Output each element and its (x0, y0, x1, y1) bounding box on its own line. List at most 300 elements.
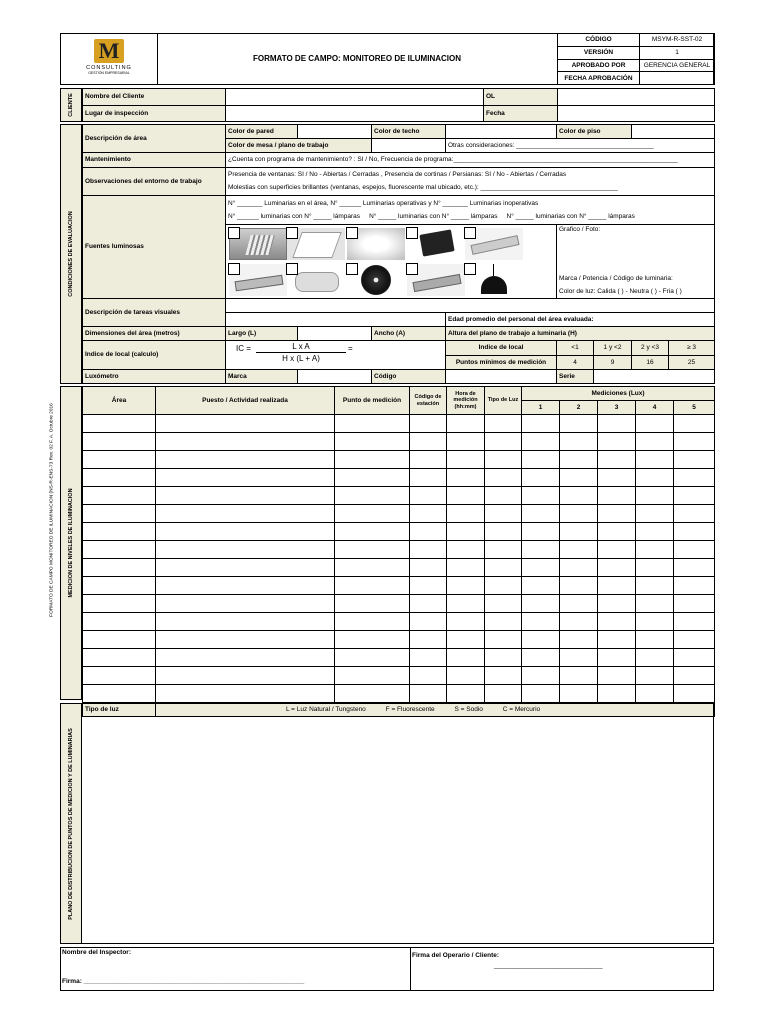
table-cell[interactable] (447, 649, 485, 667)
table-row (83, 559, 715, 577)
logo-subtitle: GESTIÓN EMPRESARIAL (88, 71, 130, 75)
operario-label: Firma del Operario / Cliente: (412, 952, 500, 959)
table-cell[interactable] (156, 559, 335, 577)
lamp-checkbox[interactable] (286, 263, 298, 275)
serie-label: Serie (557, 369, 594, 383)
table-cell[interactable] (156, 451, 335, 469)
color-mesa-label: Color de mesa / plano de trabajo (226, 139, 372, 153)
table-cell[interactable] (522, 559, 560, 577)
table-cell[interactable] (560, 613, 598, 631)
table-row (83, 541, 715, 559)
lamp-checkbox[interactable] (346, 227, 358, 239)
table-cell[interactable] (447, 685, 485, 703)
table-cell[interactable] (410, 595, 447, 613)
logo-mark (94, 39, 124, 63)
table-cell[interactable] (410, 523, 447, 541)
meta-value: MSYM-R-SST-02 (640, 34, 715, 47)
table-cell[interactable] (560, 577, 598, 595)
fuentes-line-2c: N° _____ luminarias con N° _____ lámparas (506, 212, 635, 220)
table-cell[interactable] (447, 577, 485, 595)
table-cell[interactable] (522, 685, 560, 703)
cliente-section-label (60, 88, 82, 122)
table-row (83, 685, 715, 703)
table-cell[interactable] (447, 505, 485, 523)
table-cell[interactable] (335, 469, 410, 487)
table-cell[interactable] (598, 523, 636, 541)
table-cell[interactable] (156, 667, 335, 685)
table-cell[interactable] (447, 451, 485, 469)
table-cell[interactable] (598, 451, 636, 469)
table-cell[interactable] (83, 613, 156, 631)
table-cell[interactable] (410, 631, 447, 649)
table-cell[interactable] (674, 523, 715, 541)
lamp-checkbox[interactable] (228, 263, 240, 275)
observaciones-line-2: Molestias con superficies brillantes (ventanas, espejos, fluorescente mal ubicado, etc.): ______________________________________ (228, 184, 618, 192)
luxometro-label: Luxómetro (83, 369, 226, 383)
table-cell[interactable] (156, 649, 335, 667)
table-cell[interactable] (156, 487, 335, 505)
table-cell[interactable] (447, 613, 485, 631)
ol-label: OL (484, 89, 558, 106)
col-tipo-luz: Tipo de Luz (485, 387, 522, 415)
table-cell[interactable] (410, 433, 447, 451)
table-cell[interactable] (636, 631, 674, 649)
table-cell[interactable] (83, 541, 156, 559)
table-cell[interactable] (560, 415, 598, 433)
table-cell[interactable] (83, 559, 156, 577)
table-cell[interactable] (410, 613, 447, 631)
table-cell[interactable] (410, 541, 447, 559)
side-note-text: FORMATO DE CAMPO MONITOREO DE ILUMINACION (NS-R-ENS-73 Rev. 02 F. A. Octubre 2016 (49, 403, 55, 617)
descripcion-area-label: Descripción de área (83, 125, 226, 153)
table-row (83, 523, 715, 541)
col-punto: Punto de medición (335, 387, 410, 415)
table-cell[interactable] (447, 415, 485, 433)
color-mesa-field[interactable] (372, 139, 446, 153)
table-cell[interactable] (598, 469, 636, 487)
largo-label: Largo (L) (226, 327, 298, 341)
meta-label: FECHA APROBACIÓN (558, 72, 640, 85)
indice-label: Indice de local (calculo) (83, 341, 226, 369)
table-row (83, 505, 715, 523)
table-cell[interactable] (335, 451, 410, 469)
marca-label: Marca (226, 369, 298, 383)
table-cell[interactable] (485, 451, 522, 469)
table-cell[interactable] (598, 631, 636, 649)
table-cell[interactable] (560, 523, 598, 541)
table-cell[interactable] (674, 505, 715, 523)
table-cell[interactable] (447, 523, 485, 541)
table-cell[interactable] (410, 487, 447, 505)
table-cell[interactable] (636, 451, 674, 469)
table-row (83, 469, 715, 487)
meta-value: GERENCIA GENERAL (640, 59, 715, 72)
fuentes-text (226, 196, 715, 224)
fecha-field[interactable] (558, 105, 715, 122)
table-cell[interactable] (522, 541, 560, 559)
meta-value (640, 72, 715, 85)
table-cell[interactable] (674, 415, 715, 433)
puntos-min-label: Puntos mínimos de medición (446, 355, 557, 369)
table-cell[interactable] (485, 541, 522, 559)
color-piso-label: Color de piso (557, 125, 632, 139)
table-cell[interactable] (335, 613, 410, 631)
table-cell[interactable] (598, 667, 636, 685)
table-cell[interactable] (485, 433, 522, 451)
luminaire-images (227, 226, 519, 298)
edad-label: Edad promedio del personal del área evaluada: (446, 312, 715, 326)
puntos-val: 4 (557, 355, 594, 369)
lamp-checkbox[interactable] (464, 263, 476, 275)
table-cell[interactable] (522, 649, 560, 667)
table-cell[interactable] (156, 469, 335, 487)
table-cell[interactable] (560, 505, 598, 523)
ic-denominator: H x (L + A) (282, 354, 320, 364)
table-cell[interactable] (335, 559, 410, 577)
indice-val: 1 y <2 (594, 341, 632, 355)
table-row (83, 433, 715, 451)
logo-name: CONSULTING (86, 65, 132, 71)
table-row (83, 649, 715, 667)
table-cell[interactable] (560, 451, 598, 469)
grafico-label: Grafico / Foto: (559, 225, 601, 233)
table-cell[interactable] (335, 541, 410, 559)
medicion-table (82, 386, 715, 717)
lamp-checkbox[interactable] (464, 227, 476, 239)
table-cell[interactable] (674, 487, 715, 505)
table-cell[interactable] (83, 649, 156, 667)
color-techo-label: Color de techo (372, 125, 446, 139)
table-cell[interactable] (485, 469, 522, 487)
table-cell[interactable] (83, 505, 156, 523)
table-cell[interactable] (636, 559, 674, 577)
table-cell[interactable] (83, 667, 156, 685)
table-cell[interactable] (156, 433, 335, 451)
table-cell[interactable] (598, 415, 636, 433)
indice-val: ≥ 3 (669, 341, 715, 355)
table-cell[interactable] (636, 487, 674, 505)
lamp-checkbox[interactable] (286, 227, 298, 239)
table-cell[interactable] (560, 631, 598, 649)
table-cell[interactable] (598, 559, 636, 577)
table-cell[interactable] (485, 667, 522, 685)
lugar-field[interactable] (226, 105, 484, 122)
lamp-checkbox[interactable] (228, 227, 240, 239)
altura-label: Altura del plano de trabajo a luminaria (H) (446, 327, 715, 341)
operario-signature-line[interactable]: ______________________________ (494, 962, 603, 969)
codigo-field[interactable] (446, 369, 557, 383)
col-area: Área (83, 387, 156, 415)
lamp-checkbox[interactable] (346, 263, 358, 275)
table-cell[interactable] (598, 487, 636, 505)
table-cell[interactable] (335, 433, 410, 451)
table-cell[interactable] (447, 469, 485, 487)
table-cell[interactable] (335, 631, 410, 649)
dimensiones-label: Dimensiones del área (metros) (83, 327, 226, 341)
table-cell[interactable] (560, 487, 598, 505)
table-cell[interactable] (156, 505, 335, 523)
table-cell[interactable] (410, 415, 447, 433)
fuentes-line-2b: N° _____ luminarias con N° _____ lámparas (369, 212, 498, 220)
firma-line[interactable]: Firma: _____________________________________________________________ (62, 978, 305, 985)
observaciones-text (226, 167, 715, 195)
table-cell[interactable] (636, 649, 674, 667)
table-cell[interactable] (485, 415, 522, 433)
header (60, 33, 714, 85)
table-cell[interactable] (485, 523, 522, 541)
table-cell[interactable] (636, 523, 674, 541)
color-pared-label: Color de pared (226, 125, 298, 139)
table-cell[interactable] (560, 559, 598, 577)
page-title: FORMATO DE CAMPO: MONITOREO DE ILUMINACION (253, 54, 461, 63)
observaciones-label: Observaciones del entorno de trabajo (83, 167, 226, 195)
table-cell[interactable] (485, 685, 522, 703)
col-codigo-estacion: Código de estación (410, 387, 447, 415)
table-cell[interactable] (674, 631, 715, 649)
mantenimiento-text: ¿Cuenta con programa de mantenimiento? : SI / No, Frecuencia de programa:______________________________________________________________ (226, 153, 715, 167)
table-cell[interactable] (156, 613, 335, 631)
ol-field[interactable] (558, 89, 715, 106)
table-cell[interactable] (156, 523, 335, 541)
table-cell[interactable] (674, 595, 715, 613)
table-cell[interactable] (83, 487, 156, 505)
plano-section-text: PLANO DE DISTRIBUCION DE PUNTOS DE MEDICION Y DE LUMINARIAS (68, 727, 74, 920)
table-cell[interactable] (447, 631, 485, 649)
table-cell[interactable] (560, 433, 598, 451)
col-puesto: Puesto / Actividad realizada (156, 387, 335, 415)
table-cell[interactable] (560, 667, 598, 685)
table-cell[interactable] (410, 451, 447, 469)
table-cell[interactable] (598, 649, 636, 667)
table-row (83, 631, 715, 649)
table-cell[interactable] (485, 577, 522, 595)
table-cell[interactable] (83, 631, 156, 649)
table-cell[interactable] (83, 685, 156, 703)
table-cell[interactable] (156, 415, 335, 433)
table-cell[interactable] (410, 685, 447, 703)
table-cell[interactable] (156, 595, 335, 613)
table-cell[interactable] (598, 541, 636, 559)
marca-potencia-label: Marca / Potencia / Código de luminaria: (559, 274, 673, 282)
table-cell[interactable] (410, 649, 447, 667)
table-cell[interactable] (410, 559, 447, 577)
col-hora: Hora de medición (hh:mm) (447, 387, 485, 415)
table-cell[interactable] (485, 613, 522, 631)
table-cell[interactable] (522, 631, 560, 649)
color-techo-field[interactable] (446, 125, 557, 139)
table-cell[interactable] (447, 541, 485, 559)
meta-value: 1 (640, 46, 715, 59)
table-cell[interactable] (335, 649, 410, 667)
table-cell[interactable] (83, 523, 156, 541)
table-cell[interactable] (522, 433, 560, 451)
table-cell[interactable] (522, 505, 560, 523)
table-cell[interactable] (410, 667, 447, 685)
table-cell[interactable] (335, 523, 410, 541)
table-cell[interactable] (83, 451, 156, 469)
grafico-cell (557, 224, 715, 298)
otras-consideraciones: Otras consideraciones: ______________________________________ (446, 139, 715, 153)
inspector-block (61, 948, 411, 990)
table-cell[interactable] (674, 541, 715, 559)
table-cell[interactable] (598, 433, 636, 451)
table-cell[interactable] (674, 559, 715, 577)
table-cell[interactable] (522, 487, 560, 505)
condiciones-section-text: CONDICIONES DE EVALUACION (68, 211, 74, 297)
table-cell[interactable] (636, 667, 674, 685)
meta-label: VERSIÓN (558, 46, 640, 59)
medicion-section-text: MEDICION DE NIVELES DE ILUMINACION (68, 488, 74, 598)
table-cell[interactable] (674, 613, 715, 631)
table-cell[interactable] (674, 649, 715, 667)
legend-s: S = Sodio (454, 705, 483, 713)
indice-val: 2 y <3 (632, 341, 669, 355)
table-cell[interactable] (674, 667, 715, 685)
table-cell[interactable] (485, 649, 522, 667)
table-row (83, 415, 715, 433)
cliente-nombre-label: Nombre del Cliente (83, 89, 226, 106)
logo (61, 34, 158, 84)
fuentes-label: Fuentes luminosas (83, 196, 226, 299)
table-cell[interactable] (410, 505, 447, 523)
plano-section-label (60, 703, 82, 944)
table-cell[interactable] (636, 541, 674, 559)
table-cell[interactable] (636, 595, 674, 613)
table-cell[interactable] (335, 595, 410, 613)
table-cell[interactable] (485, 595, 522, 613)
table-cell[interactable] (636, 415, 674, 433)
table-cell[interactable] (156, 541, 335, 559)
indice-local-label: Indice de local (446, 341, 557, 355)
legend-c: C = Mercurio (502, 705, 541, 713)
table-cell[interactable] (447, 433, 485, 451)
table-cell[interactable] (335, 577, 410, 595)
table-cell[interactable] (410, 577, 447, 595)
table-cell[interactable] (522, 451, 560, 469)
table-cell[interactable] (560, 595, 598, 613)
table-cell[interactable] (522, 469, 560, 487)
table-row (83, 577, 715, 595)
table-cell[interactable] (485, 631, 522, 649)
footer (60, 947, 714, 991)
indice-val: <1 (557, 341, 594, 355)
table-cell[interactable] (598, 613, 636, 631)
table-cell[interactable] (522, 613, 560, 631)
table-cell[interactable] (83, 433, 156, 451)
puntos-val: 16 (632, 355, 669, 369)
table-cell[interactable] (447, 559, 485, 577)
table-cell[interactable] (522, 667, 560, 685)
table-row (83, 595, 715, 613)
table-cell[interactable] (522, 577, 560, 595)
table-cell[interactable] (560, 649, 598, 667)
table-cell[interactable] (83, 577, 156, 595)
largo-field[interactable] (298, 327, 372, 341)
table-cell[interactable] (598, 595, 636, 613)
color-pared-field[interactable] (298, 125, 372, 139)
table-cell[interactable] (485, 487, 522, 505)
table-cell[interactable] (598, 505, 636, 523)
lamp-checkbox[interactable] (406, 227, 418, 239)
table-cell[interactable] (522, 595, 560, 613)
cliente-table (82, 88, 715, 122)
table-cell[interactable] (636, 433, 674, 451)
logo-letter: M (98, 38, 120, 63)
meta-label: APROBADO POR (558, 59, 640, 72)
table-cell[interactable] (156, 577, 335, 595)
table-cell[interactable] (674, 433, 715, 451)
table-cell[interactable] (522, 415, 560, 433)
table-cell[interactable] (560, 685, 598, 703)
table-cell[interactable] (674, 451, 715, 469)
table-cell[interactable] (598, 685, 636, 703)
tareas-field-2[interactable] (226, 312, 446, 326)
table-cell[interactable] (485, 505, 522, 523)
inspector-label: Nombre del Inspector: (62, 949, 131, 956)
table-cell[interactable] (560, 541, 598, 559)
table-cell[interactable] (636, 577, 674, 595)
table-cell[interactable] (522, 523, 560, 541)
puntos-val: 25 (669, 355, 715, 369)
ancho-label: Ancho (A) (372, 327, 446, 341)
table-cell[interactable] (83, 469, 156, 487)
table-cell[interactable] (674, 469, 715, 487)
table-cell[interactable] (636, 505, 674, 523)
color-piso-field[interactable] (632, 125, 715, 139)
fuentes-line-2a: N° ______ luminarias con N° _____ lámparas (228, 212, 361, 220)
lugar-label: Lugar de inspección (83, 105, 226, 122)
table-cell[interactable] (83, 415, 156, 433)
table-cell[interactable] (560, 469, 598, 487)
table-cell[interactable] (410, 469, 447, 487)
table-cell[interactable] (447, 487, 485, 505)
fuentes-line-1: N° _______ Luminarias en el área, N° ______ Luminarias operativas y N° _______ Luminarias inoperativas (228, 199, 539, 207)
table-row (83, 451, 715, 469)
plano-area[interactable] (81, 703, 714, 944)
table-cell[interactable] (598, 577, 636, 595)
table-cell[interactable] (636, 685, 674, 703)
table-cell[interactable] (335, 415, 410, 433)
table-cell[interactable] (447, 667, 485, 685)
table-cell[interactable] (156, 685, 335, 703)
table-cell[interactable] (156, 631, 335, 649)
serie-field[interactable] (594, 369, 715, 383)
table-cell[interactable] (335, 667, 410, 685)
table-cell[interactable] (636, 613, 674, 631)
tareas-label: Descripción de tareas visuales (83, 298, 226, 326)
meta-table (557, 33, 715, 85)
table-cell[interactable] (335, 685, 410, 703)
lamp-checkbox[interactable] (406, 263, 418, 275)
ic-formula (226, 341, 446, 369)
table-cell[interactable] (485, 559, 522, 577)
table-cell[interactable] (636, 469, 674, 487)
table-cell[interactable] (335, 487, 410, 505)
fecha-label: Fecha (484, 105, 558, 122)
marca-field[interactable] (298, 369, 372, 383)
side-note (46, 380, 58, 640)
cliente-nombre-field[interactable] (226, 89, 484, 106)
table-cell[interactable] (335, 505, 410, 523)
table-cell[interactable] (83, 595, 156, 613)
table-cell[interactable] (674, 577, 715, 595)
table-cell[interactable] (674, 685, 715, 703)
table-cell[interactable] (447, 595, 485, 613)
table-row (83, 487, 715, 505)
col-mediciones: Mediciones (Lux) (522, 387, 715, 401)
legend-l: L = Luz Natural / Tungsteno (286, 705, 366, 713)
tareas-field[interactable] (226, 298, 715, 312)
